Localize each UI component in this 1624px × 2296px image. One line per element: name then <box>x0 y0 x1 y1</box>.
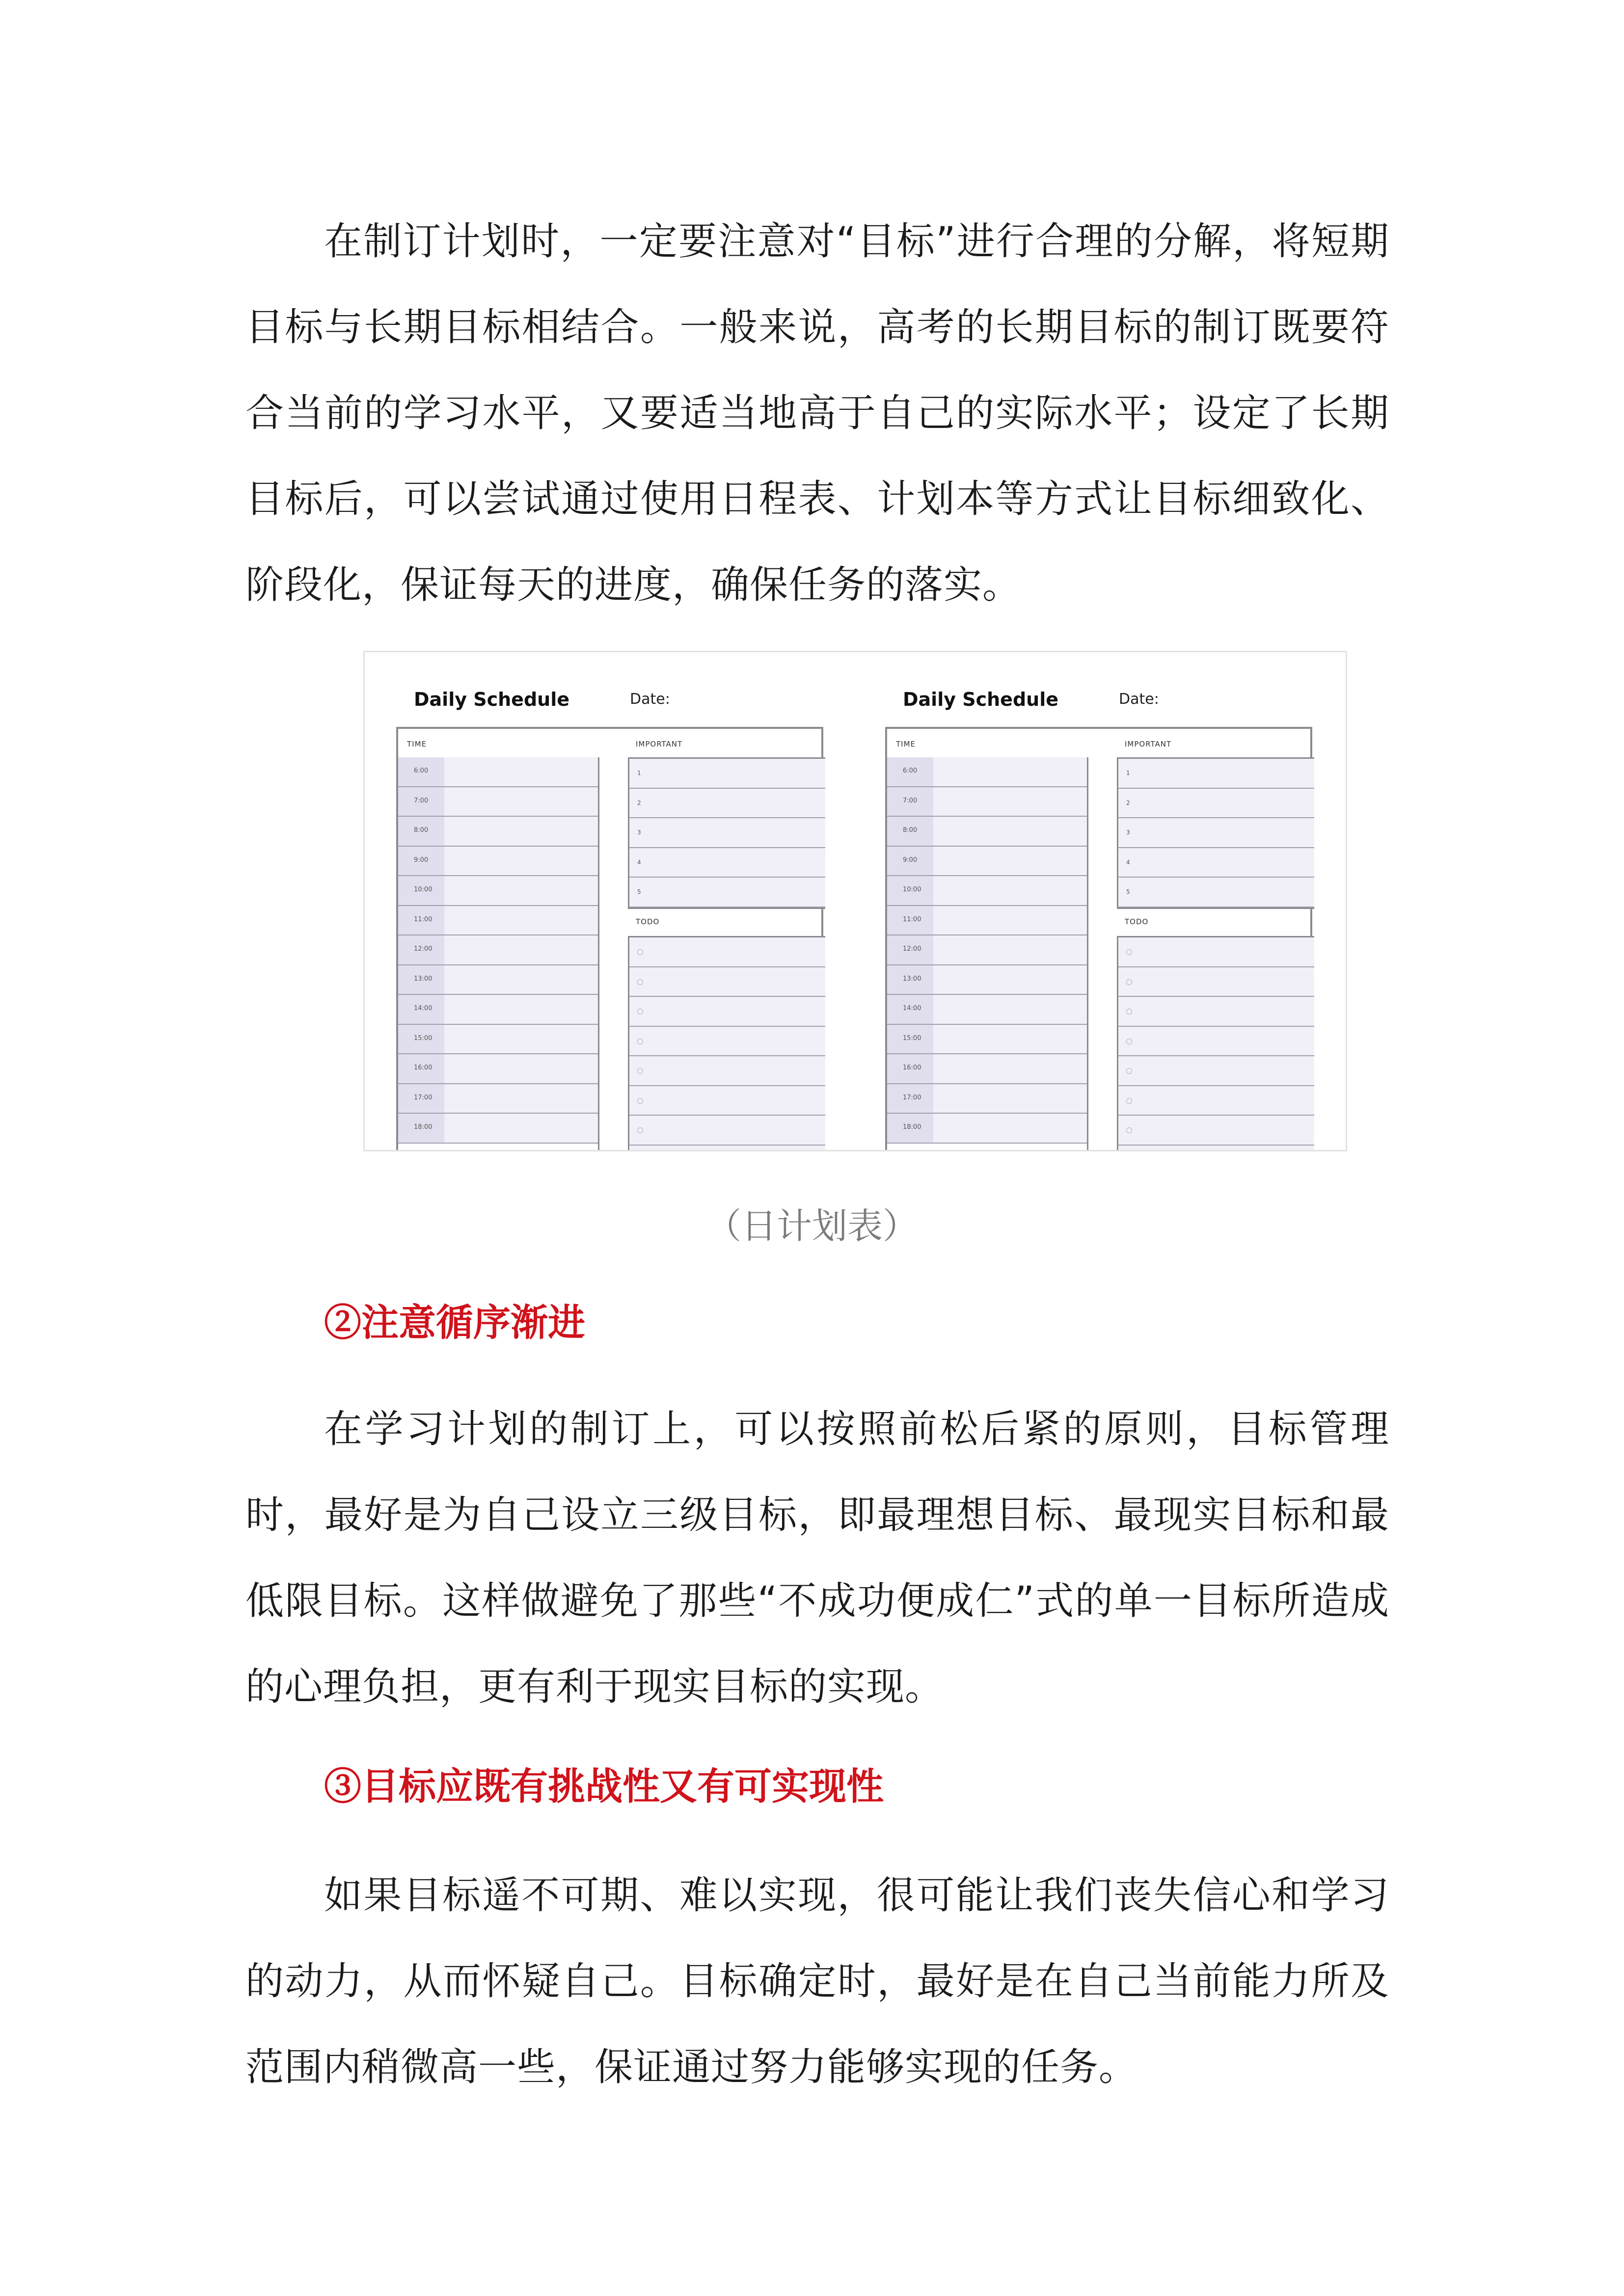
time-column <box>398 757 599 1144</box>
todo-row <box>1118 997 1314 1027</box>
checkbox-circle-icon <box>1126 1098 1132 1104</box>
time-label: 18:00 <box>903 1123 921 1131</box>
time-label: 10:00 <box>903 886 921 893</box>
todo-row <box>629 1086 825 1116</box>
todo-header: TODO <box>1125 917 1149 926</box>
important-row <box>1118 848 1314 878</box>
important-header: IMPORTANT <box>1125 740 1172 748</box>
section-heading-challenging-achievable: ③目标应既有挑战性又有可实现性 <box>324 1764 884 1808</box>
column-divider <box>598 757 599 1151</box>
important-row <box>629 878 825 908</box>
todo-row <box>629 1027 825 1057</box>
time-label: 9:00 <box>414 856 429 864</box>
time-slot <box>887 1114 1088 1144</box>
todo-row <box>629 1056 825 1086</box>
sheet-title: Daily Schedule <box>903 689 1059 710</box>
todo-row <box>1118 1116 1314 1146</box>
time-label: 6:00 <box>414 767 429 774</box>
time-label: 11:00 <box>414 915 433 923</box>
time-label: 8:00 <box>903 827 918 834</box>
time-label: 14:00 <box>903 1005 921 1012</box>
important-header: IMPORTANT <box>636 740 683 748</box>
important-number: 3 <box>1126 829 1130 836</box>
time-label: 13:00 <box>414 975 433 983</box>
checkbox-circle-icon <box>1126 1068 1132 1074</box>
time-slot <box>398 847 599 877</box>
important-number: 5 <box>1126 888 1130 895</box>
time-slot <box>887 847 1088 877</box>
time-label: 7:00 <box>414 797 429 804</box>
sheet-date-label: Date: <box>630 691 670 708</box>
time-slot <box>887 817 1088 847</box>
time-slot <box>887 757 1088 787</box>
schedule-panel <box>885 727 1312 1151</box>
todo-row <box>629 937 825 967</box>
checkbox-circle-icon <box>1126 979 1132 985</box>
checkbox-circle-icon <box>637 1068 643 1074</box>
todo-header: TODO <box>636 917 660 926</box>
time-slot <box>398 995 599 1025</box>
important-row <box>1118 789 1314 819</box>
important-number: 4 <box>637 858 641 866</box>
schedule-sheet-left <box>365 652 797 1151</box>
time-header: TIME <box>407 740 427 748</box>
time-label: 14:00 <box>414 1005 433 1012</box>
todo-row <box>1118 937 1314 967</box>
time-slot <box>398 1084 599 1114</box>
time-slot <box>398 935 599 965</box>
time-header: TIME <box>896 740 916 748</box>
figure-caption: （日计划表） <box>705 1205 918 1247</box>
time-label: 6:00 <box>903 767 918 774</box>
todo-box <box>1117 936 1314 1151</box>
checkbox-circle-icon <box>1126 1127 1132 1133</box>
important-number: 3 <box>637 829 641 836</box>
todo-row <box>629 967 825 997</box>
column-divider <box>1087 757 1088 1151</box>
paragraph-achievable-goals: 如果目标遥不可期、难以实现，很可能让我们丧失信心和学习的动力，从而怀疑自己。目标确定时，最好是在自己当前能力所及范围内稍微高一些，保证通过努力能够实现的任务。 <box>245 1873 1389 2089</box>
checkbox-circle-icon <box>1126 1039 1132 1044</box>
time-label: 15:00 <box>414 1034 433 1042</box>
important-row <box>629 848 825 878</box>
time-slot <box>887 787 1088 817</box>
important-row <box>629 759 825 789</box>
section-heading-gradual-progress: ②注意循序渐进 <box>324 1301 585 1344</box>
time-label: 17:00 <box>414 1094 433 1101</box>
todo-box <box>628 936 825 1151</box>
todo-row <box>629 1146 825 1152</box>
important-number: 5 <box>637 888 641 895</box>
time-slot <box>887 1084 1088 1114</box>
time-label: 16:00 <box>903 1064 921 1071</box>
todo-row <box>629 1116 825 1146</box>
important-row <box>1118 818 1314 848</box>
sheet-title: Daily Schedule <box>414 689 570 710</box>
time-slot <box>398 757 599 787</box>
time-slot <box>398 787 599 817</box>
checkbox-circle-icon <box>637 1127 643 1133</box>
important-row <box>629 789 825 819</box>
time-label: 12:00 <box>414 945 433 953</box>
time-slot <box>887 1025 1088 1055</box>
time-slot <box>398 876 599 906</box>
time-slot <box>887 1054 1088 1084</box>
time-label: 15:00 <box>903 1034 921 1042</box>
checkbox-circle-icon <box>637 979 643 985</box>
paragraph-goal-decomposition: 在制订计划时，一定要注意对“目标”进行合理的分解，将短期目标与长期目标相结合。一般来说，高考的长期目标的制订既要符合当前的学习水平，又要适当地高于自己的实际水平；设定了长期目标后，可以尝试通过使用日程表、计划本等方式让目标细致化、阶段化，保证每天的进度，确保任务的落实。 <box>245 219 1389 607</box>
time-slot <box>398 1054 599 1084</box>
time-slot <box>887 995 1088 1025</box>
time-slot <box>887 906 1088 936</box>
time-label: 11:00 <box>903 915 921 923</box>
todo-row <box>1118 1056 1314 1086</box>
time-label: 12:00 <box>903 945 921 953</box>
time-label: 7:00 <box>903 797 918 804</box>
daily-schedule-figure <box>363 651 1347 1151</box>
important-box <box>1117 757 1314 909</box>
time-slot <box>398 1025 599 1055</box>
schedule-sheet-right <box>854 652 1286 1151</box>
important-row <box>629 818 825 848</box>
time-label: 16:00 <box>414 1064 433 1071</box>
checkbox-circle-icon <box>637 1039 643 1044</box>
important-number: 2 <box>1126 799 1130 806</box>
checkbox-circle-icon <box>637 949 643 955</box>
todo-row <box>1118 967 1314 997</box>
important-row <box>1118 759 1314 789</box>
time-label: 10:00 <box>414 886 433 893</box>
important-number: 1 <box>637 770 641 776</box>
todo-row <box>1118 1146 1314 1152</box>
time-slot <box>398 906 599 936</box>
todo-row <box>1118 1086 1314 1116</box>
checkbox-circle-icon <box>637 1098 643 1104</box>
checkbox-circle-icon <box>1126 949 1132 955</box>
schedule-panel <box>396 727 823 1151</box>
time-column <box>887 757 1088 1144</box>
important-number: 4 <box>1126 858 1130 866</box>
time-label: 13:00 <box>903 975 921 983</box>
time-slot <box>398 1114 599 1144</box>
checkbox-circle-icon <box>1126 1009 1132 1015</box>
time-slot <box>887 935 1088 965</box>
time-label: 17:00 <box>903 1094 921 1101</box>
time-slot <box>887 965 1088 995</box>
paragraph-three-level-goals: 在学习计划的制订上，可以按照前松后紧的原则，目标管理时，最好是为自己设立三级目标，即最理想目标、最现实目标和最低限目标。这样做避免了那些“不成功便成仁”式的单一目标所造成的心理负担，更有利于现实目标的实现。 <box>245 1407 1389 1709</box>
todo-row <box>1118 1027 1314 1057</box>
time-slot <box>398 965 599 995</box>
checkbox-circle-icon <box>637 1009 643 1015</box>
time-label: 8:00 <box>414 827 429 834</box>
important-row <box>1118 878 1314 908</box>
important-number: 2 <box>637 799 641 806</box>
time-label: 9:00 <box>903 856 918 864</box>
important-number: 1 <box>1126 770 1130 776</box>
time-slot <box>887 876 1088 906</box>
time-label: 18:00 <box>414 1123 433 1131</box>
todo-row <box>629 997 825 1027</box>
sheet-date-label: Date: <box>1119 691 1159 708</box>
time-slot <box>398 817 599 847</box>
important-box <box>628 757 825 909</box>
